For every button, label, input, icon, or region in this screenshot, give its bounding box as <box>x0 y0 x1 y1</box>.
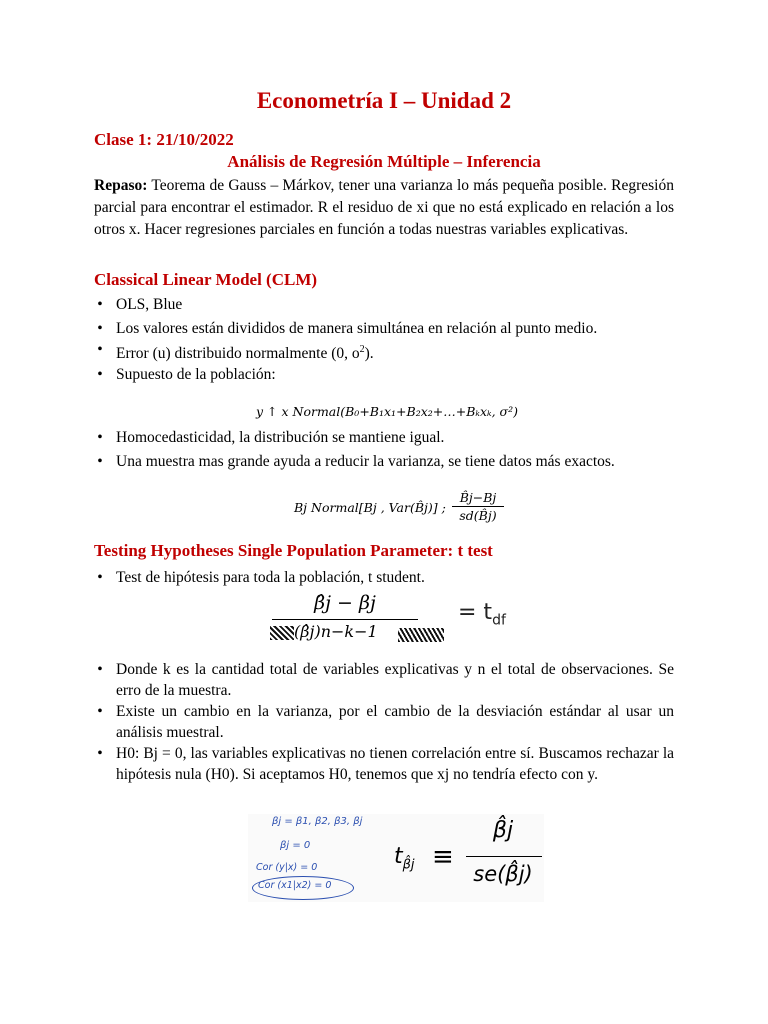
formula-left: Bj Normal[Bj , Var(B̂j)] ; <box>294 500 446 515</box>
figure-numerator: β̂j − βj <box>314 592 376 614</box>
handwritten-note: Cor (x1|x2) = 0 <box>258 880 332 891</box>
list-item-text: OLS, Blue <box>116 296 183 313</box>
list-item: • Supuesto de la población: <box>97 366 276 384</box>
list-item-text: Test de hipótesis para toda la población, t student. <box>116 569 425 586</box>
list-item: • Homocedasticidad, la distribución se mantiene igual. <box>97 429 445 446</box>
list-item: • Test de hipótesis para toda la población, t student. <box>97 569 425 586</box>
list-item: • Una muestra mas grande ayuda a reducir la varianza, se tiene datos más exactos. <box>97 453 615 470</box>
list-item-text: Homocedasticidad, la distribución se mantiene igual. <box>116 429 445 446</box>
t-stat-figure <box>270 588 530 654</box>
rhs-text: = t <box>458 600 493 625</box>
list-item-text: ). <box>364 345 374 363</box>
t-stat-se-figure <box>248 814 544 902</box>
figure-denominator: se(β̂j) <box>473 862 533 886</box>
repaso-label: Repaso: <box>94 177 148 194</box>
repaso-text: Teorema de Gauss – Márkov, tener una varianza lo más pequeña posible. Regresión parcial para encontrar el estimador. R el residuo de xi que no está explicado en relación a los otros x. Hacer regresiones parciales en función a todas nuestras variables explicativas. <box>94 177 674 238</box>
list-item-text: Error (u) distribuido normalmente (0, o <box>116 345 360 363</box>
fraction <box>452 490 504 523</box>
superscript: 2 <box>359 344 365 355</box>
fraction-denominator: sd(B̂j) <box>459 508 497 523</box>
list-item: • Los valores están divididos de manera simultánea en relación al punto medio. <box>97 320 598 337</box>
t-symbol <box>394 844 415 872</box>
list-item-text: H0: Bj = 0, las variables explicativas no tienen correlación entre sí. Buscamos rechazar la hipótesis nula (H0). Si aceptamos H0, tenemos que xj no tendría efecto con y. <box>116 745 674 783</box>
list-item: • Donde k es la cantidad total de variables explicativas y n el total de observaciones. Se erro de la muestra. <box>97 661 674 699</box>
list-item-text: Existe un cambio en la varianza, por el cambio de la desviación estándar al usar un análisis muestral. <box>116 703 674 741</box>
t-subscript: β̂j <box>402 857 415 873</box>
figure-numerator: β̂j <box>492 818 514 843</box>
clm-heading: Classical Linear Model (CLM) <box>94 270 318 289</box>
page-title: Econometría I – Unidad 2 <box>256 88 512 113</box>
list-item: • Error (u) distribuido normalmente (0, $o^2$). <box>97 341 374 363</box>
ttest-heading: Testing Hypotheses Single Population Parameter: t test <box>94 541 493 560</box>
equiv-symbol: ≡ <box>432 842 454 872</box>
list-item-text: Donde k es la cantidad total de variables explicativas y n el total de observaciones. Se erro de la muestra. <box>116 661 674 699</box>
denominator-text: (β̂j)n−k−1 <box>294 622 378 641</box>
fraction-bar <box>466 856 542 857</box>
t-letter: t <box>394 844 403 869</box>
list-item: • OLS, Blue <box>97 296 183 313</box>
section-subtitle: Análisis de Regresión Múltiple – Inferencia <box>227 152 541 171</box>
list-item: • H0: Bj = 0, las variables explicativas no tienen correlación entre sí. Buscamos rechazar la hipótesis nula (H0). Si aceptamos H0, tenemos que xj no tendría efecto con y. <box>97 745 674 783</box>
clm-list-2 <box>94 427 674 472</box>
population-formula: y ↑ x Normal(B₀+B₁x₁+B₂x₂+…+Bₖxₖ, σ²) <box>256 404 518 419</box>
handwritten-note: Cor (y|x) = 0 <box>256 862 318 873</box>
list-item-text: Los valores están divididos de manera simultánea en relación al punto medio. <box>116 320 598 337</box>
handwritten-note: βj = 0 <box>280 840 311 851</box>
scribble-mark <box>398 628 444 642</box>
list-item-text: Una muestra mas grande ayuda a reducir la varianza, se tiene datos más exactos. <box>116 453 615 470</box>
handwritten-note: βj = β1, β2, β3, βj <box>272 816 363 827</box>
scribble-mark <box>270 626 294 640</box>
repaso-paragraph <box>94 175 674 241</box>
fraction-bar <box>272 619 418 620</box>
normal-formula <box>294 500 446 515</box>
list-item: • Existe un cambio en la varianza, por el cambio de la desviación estándar al usar un análisis muestral. <box>97 703 674 741</box>
figure-rhs <box>458 600 506 628</box>
clm-list <box>94 294 674 385</box>
rhs-sub: df <box>492 612 506 629</box>
class-date-heading: Clase 1: 21/10/2022 <box>94 130 234 149</box>
ttest-list <box>94 567 674 588</box>
ttest-list-2 <box>94 659 674 785</box>
fraction-numerator: B̂j−Bj <box>452 490 504 507</box>
list-item-text: Supuesto de la población: <box>116 366 276 384</box>
